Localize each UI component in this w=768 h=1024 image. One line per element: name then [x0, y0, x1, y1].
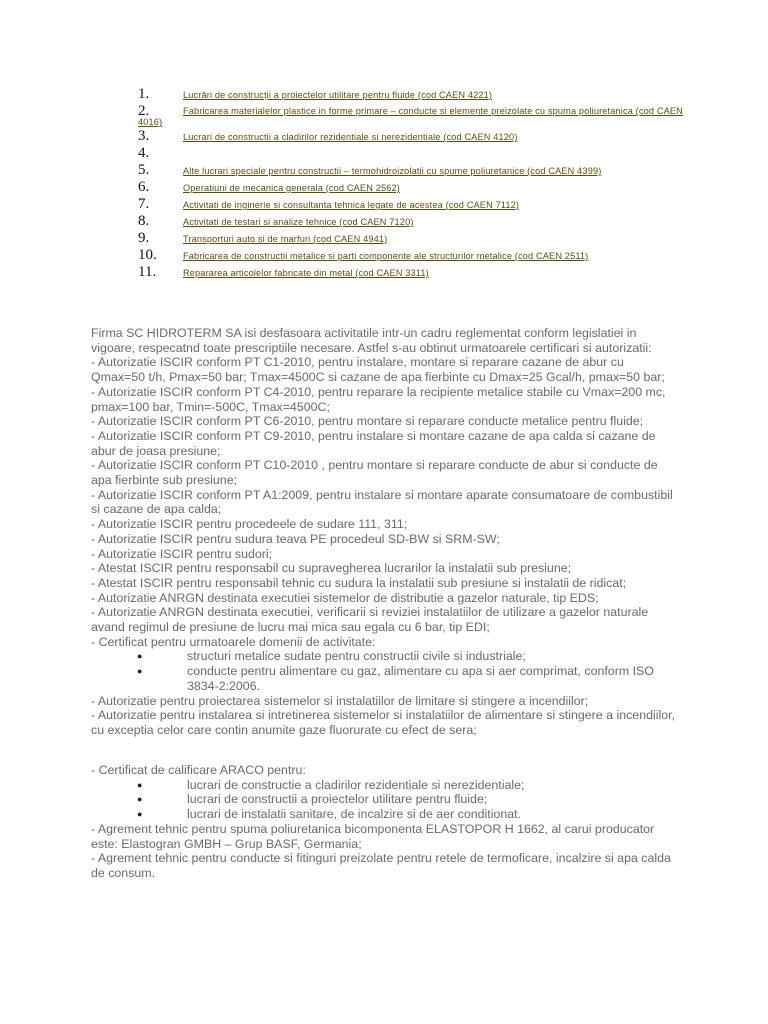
activity-item [138, 230, 683, 247]
intro-paragraph: Firma SC HIDROTERM SA isi desfasoara activitatile intr-un cadru reglementat conform legislatiei in vigoare, respecatnd toate prescriptiile necesare. Astfel s-au obtinut urmatoarele certificari si autorizatii: [91, 326, 652, 355]
item-number: 5. [138, 162, 150, 178]
certification-item: - Autorizatie ISCIR conform PT C4-2010, pentru reparare la recipiente metalice stabile cu Vmax=200 mc, pmax=100 bar, Tmin=-500C, Tmax=4500C; [91, 384, 666, 414]
certification-item: - Atestat ISCIR pentru responsabil cu supravegherea lucrarilor la instalatii sub presiune; [91, 561, 572, 576]
bullet-icon: ● [137, 651, 143, 662]
certification-item: - Certificat pentru urmatoarele domenii de activitate: [91, 634, 376, 649]
certification-item: - Autorizatie ISCIR pentru procedeele de sudare 111, 311; [91, 517, 408, 532]
item-number: 11. [138, 264, 157, 280]
bullet-item [91, 664, 681, 693]
activity-link[interactable]: Activitati de testari si analize tehnice (cod CAEN 7120) [183, 217, 414, 227]
item-number: 7. [138, 196, 150, 212]
certification-item: - Autorizatie ANRGN destinata executiei, verificarii si reviziei instalatiilor de utilizare a gazelor naturale avand regimul de presiune de lucru mai mica sau egala cu 6 bar, tip EDI; [91, 605, 649, 635]
certification-item: - Autorizatie ISCIR conform PT C6-2010, pentru montare si reparare conducte metalice pentru fluide; [91, 414, 644, 429]
item-number: 3. [138, 128, 150, 144]
bullet-icon: ● [137, 794, 143, 805]
bullet-text: structuri metalice sudate pentru constructii civile si industriale; [187, 649, 526, 664]
certification-item: - Autorizatie ISCIR pentru sudura teava PE procedeul SD-BW si SRM-SW; [91, 531, 500, 546]
item-number: 2. [138, 103, 150, 119]
bullet-text: lucrari de constructii a proiectelor utilitare pentru fluide; [187, 792, 488, 807]
activity-link[interactable] [138, 145, 683, 149]
certification-item: - Autorizatie ANRGN destinata executiei sistemelor de distributie a gazelor naturale, tip EDS; [91, 590, 599, 605]
certification-item: - Autorizatie ISCIR conform PT C10-2010 , pentru montare si reparare conducte de abur si conducte de apa fierbinte sub presiune; [91, 458, 658, 488]
activities-list [138, 86, 683, 281]
activity-item [138, 179, 683, 196]
bullet-text: lucrari de constructie a cladirilor rezidentiale si nerezidentiale; [187, 777, 525, 792]
activity-item [138, 213, 683, 230]
activity-link[interactable]: Fabricarea materialelor plastice in forme primare – conducte si elemente preizolate cu spuma poliuretanica (cod CAEN 4016) [138, 106, 683, 127]
activity-link[interactable]: Repararea articolelor fabricate din metal (cod CAEN 3311) [183, 268, 429, 278]
agrement-item: - Agrement tehnic pentru conducte si fitinguri preizolate pentru retele de termoficare, incalzire si apa calda de consum. [91, 851, 671, 880]
bullet-text: lucrari de instalatii sanitare, de incalzire si de aer conditionat. [187, 807, 522, 822]
certification-item: - Autorizatie pentru proiectarea sistemelor si instalatiilor de limitare si stingere a incendiilor; [91, 693, 589, 708]
activity-item [138, 162, 683, 179]
certification-item: - Autorizatie ISCIR conform PT A1:2009, pentru instalare si montare aparate consumatoare de combustibil si cazane de apa calda; [91, 487, 673, 517]
bullet-icon: ● [137, 779, 143, 790]
activity-link[interactable]: Fabricarea de constructii metalice si parti componente ale structurilor metalice (cod CAEN 2511) [183, 251, 589, 261]
certifications-section [91, 326, 681, 738]
bullet-icon: ● [137, 809, 143, 820]
certification-item: - Autorizatie ISCIR conform PT C1-2010, pentru instalare, montare si reparare cazane de abur cu Qmax=50 t/h, Pmax=50 bar; Tmax=4500C si cazane de apa fierbinte cu Dmax=25 Gcal/h, pmax=50 bar; [91, 355, 665, 385]
agrement-item: - Agrement tehnic pentru spuma poliuretanica bicomponenta ELASTOPOR H 1662, al carui producator este: Elastogran GMBH – Grup BASF, Germania; [91, 821, 655, 851]
bullet-icon: ● [137, 666, 143, 677]
araco-title: - Certificat de calificare ARACO pentru: [91, 763, 306, 777]
certification-item: - Autorizatie ISCIR conform PT C9-2010, pentru instalare si montare cazane de apa calda si cazane de abur de joasa presiune; [91, 428, 656, 458]
bullet-item [91, 778, 681, 793]
bullet-item [91, 649, 681, 664]
bullet-item [91, 792, 681, 807]
certification-item: - Atestat ISCIR pentru responsabil tehnic cu sudura la instalatii sub presiune si instalatii de ridicat; [91, 575, 627, 590]
activity-item [138, 128, 683, 145]
certification-item: - Autorizatie pentru instalarea si intretinerea sistemelor si instalatiilor de alimentare si stingere a incendiilor, cu exceptia celor care contin anumite gaze fluorurate cu efect de sera; [91, 708, 676, 737]
item-number: 1. [138, 86, 150, 102]
bullet-text: conducte pentru alimentare cu gaz, alimentare cu apa si aer comprimat, conform ISO 3834-2:2006. [187, 664, 654, 693]
activity-link[interactable]: Alte lucrari speciale pentru constructii – termohidroizolatii cu spume poliuretanice (cod CAEN 4399) [183, 166, 602, 176]
activity-item [138, 196, 683, 213]
item-number: 10. [138, 247, 157, 263]
item-number: 8. [138, 213, 150, 229]
item-number: 4. [138, 145, 150, 161]
araco-section [91, 763, 681, 881]
item-number: 9. [138, 230, 150, 246]
activity-item [138, 247, 683, 264]
activity-item [138, 103, 683, 128]
activity-link[interactable]: Transporturi auto si de marfuri (cod CAEN 4941) [183, 234, 388, 244]
item-number: 6. [138, 179, 150, 195]
activity-link[interactable]: Lucrări de construcţii a proiectelor utilitare pentru fluide (cod CAEN 4221) [183, 90, 493, 100]
activity-link[interactable]: Lucrari de constructii a cladirilor rezidentiale si nerezidentiale (cod CAEN 4120) [183, 132, 518, 142]
certification-item: - Autorizatie ISCIR pentru sudori; [91, 546, 273, 561]
bullet-item [91, 807, 681, 822]
activity-link[interactable]: Operatiuni de mecanica generala (cod CAEN 2562) [183, 183, 400, 193]
activity-item [138, 264, 683, 281]
activity-link[interactable]: Activitati de inginerie si consultanta tehnica legate de acestea (cod CAEN 7112) [183, 200, 520, 210]
activity-item [138, 86, 683, 103]
activity-item [138, 145, 683, 162]
